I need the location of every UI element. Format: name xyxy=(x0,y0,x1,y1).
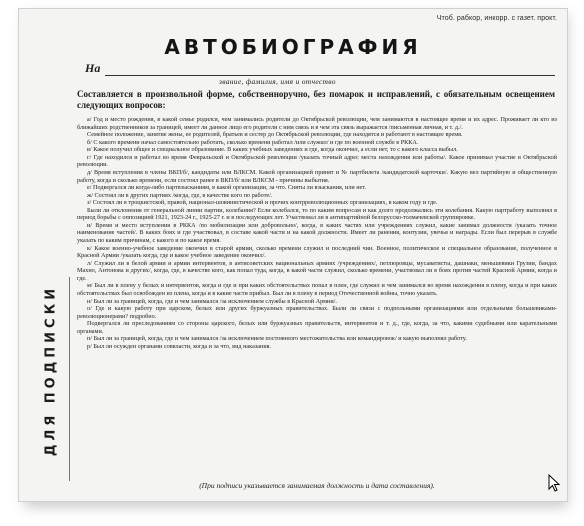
side-label: ДЛЯ ПОДПИСКИ xyxy=(43,284,59,457)
signature-side-field xyxy=(33,277,70,481)
question-paragraph: з/ Состоял ли в троцкистской, правой, национал-шовинистической и прочих контрреволюционных организациях, в каком году и где. xyxy=(87,199,438,207)
question-paragraph: п/ Был ли за границей, когда, где и чем занимался /за исключением постоянного местожительства или командировок/ и какую выполнял работу. xyxy=(87,335,467,343)
question-paragraph: г/ Где находился и работал во время Февральской и Октябрьской революции /указать точный адрес места нахождения или работы/. Какое принимал участие в Октябрьской революции. xyxy=(77,153,557,169)
question-paragraph: м/ Был ли в плену у белых и интервентов, когда и где и при каких обстоятельствах попал в плен, где служил и чем занимался во время нахождения в плену, когда и при каких обстоятельствах был освобожден из плена, когда и в какие части прибыл. Был ли в плену в период Отечественной войны, точно указать. xyxy=(77,282,557,297)
question-paragraph: Были ли отклонения от генеральной линии партии, колебания? Если колебался, то по каким вопросам и как долго продолжались эти колебания. Какую партработу выполнял в период борьбы с оппозицией 1921, 1923-24 г., 1925-27 г. и в последующих лет. Участвовал ли в антипартийной белорусско-толмачевской группировке. xyxy=(77,206,557,222)
document-title: АВТОБИОГРАФИЯ xyxy=(164,35,422,59)
question-paragraph: и/ Время и место вступления в РККА /по мобилизации или добровольно/, когда, в каких частях или учреждениях служил, какие занимал должности /указать точное наименование частей/. В каких боях и где участвовал, в составе какой части и на какой должности. Имеет ли ранения, контузии, увечья и награды. Если был перерыв в службе указать по каким причинам, с какого и по какое время. xyxy=(77,221,557,244)
question-paragraph: ж/ Состоял ли в других партиях /когда, где, в качестве кого по работе/. xyxy=(87,191,273,199)
question-paragraph: б/ С какого времени начал самостоятельно работать, сколько времени работал /или служил/ и где по военной службе в РККА. xyxy=(87,138,419,146)
footer-note: (При подписи указывается занимаемая должность и дата составления). xyxy=(199,481,435,490)
question-paragraph: Подвергался ли преследованиям со стороны царского, белых или буржуазных правительств, интервентов и т. д., где, когда, за что, какими судебными или карательными органами. xyxy=(77,320,557,335)
question-paragraph: о/ Где и какую работу при царском, белых или других буржуазных правительствах. Были ли связи с подпольными организациями или отдельными большевиками-революционерами? подробно. xyxy=(77,305,557,320)
question-paragraph: к/ Какое военно-учебное заведение окончил в старой армии, сколько времени служил и последний чин. Военное, политическое и специальное образование, полученное в Красной Армии /указать когда, где и какое учебное заведение окончил/. xyxy=(77,244,557,260)
question-paragraph: в/ Какое получил общее и специальное образование. В каких учебных заведениях и где, когда окончил, а если нет, то с какого класса выбыл. xyxy=(87,146,458,154)
instructions-intro: Составляется в произвольной форме, собственноручно, без помарок и исправлений, с обязательным освещением следующих вопросов: xyxy=(77,89,555,110)
corner-note: Чтоб. рабкор, инкорр. с газет. прокт. xyxy=(436,15,557,22)
document-page xyxy=(18,8,568,502)
question-paragraph: р/ Был ли осужден органами соввласти, когда и за что, вид наказания. xyxy=(87,342,272,350)
name-prefix: На xyxy=(85,61,101,75)
question-paragraph: л/ Служил ли в белой армии и армии интервентов, в антисоветских национальных армиях /учреждениях/, петлюровцы, мусаватисты, дашнаки, меньшевики Грузии, бандах Махно, Антонова и других/, когда, где, в качестве кого, как попал туда, когда, в какой части служил, сколько времени, участвовал ли в боях против частей Красной Армии, когда и где. xyxy=(77,259,557,282)
name-fill-line xyxy=(105,75,555,76)
question-paragraph: н/ Был ли за границей, когда, где и чем занимался /за исключением службы в Красной Армии/. xyxy=(87,297,337,305)
mouse-cursor-icon xyxy=(548,474,560,492)
question-paragraph: е/ Подвергался ли когда-либо партвзысканиям, в какой организации, за что. Сняты ли взыскания, или нет. xyxy=(87,184,367,192)
question-paragraph: д/ Время вступления в члены ВКП/б/, кандидаты или ВЛКСМ. Какой организацией принят и № партбилета /кандидатской карточки/. Какую вел партийную и общественную работу, когда и сколько времени, если состоял ранее в ВКП/б/ или ВЛКСМ - причины выбытия. xyxy=(77,168,557,184)
name-caption: звание, фамилия, имя и отчество xyxy=(219,77,336,86)
question-paragraph: Семейное положение, занятие жены, ее родителей, братьев и сестер до Октябрьской революции, где находятся и работают в настоящее время. xyxy=(87,131,463,139)
question-paragraph: а/ Год и место рождения, в какой семье родился, чем занимались родители до Октябрьской революции, чем занимаются в настоящее время и их адрес. Проживает ли кто из ближайших родственников за границей, имеет ли данное лицо его родители с ним связь и в чем эта связь выражается /письменная личная, и т. д./. xyxy=(77,116,557,131)
questions-body xyxy=(77,116,557,350)
